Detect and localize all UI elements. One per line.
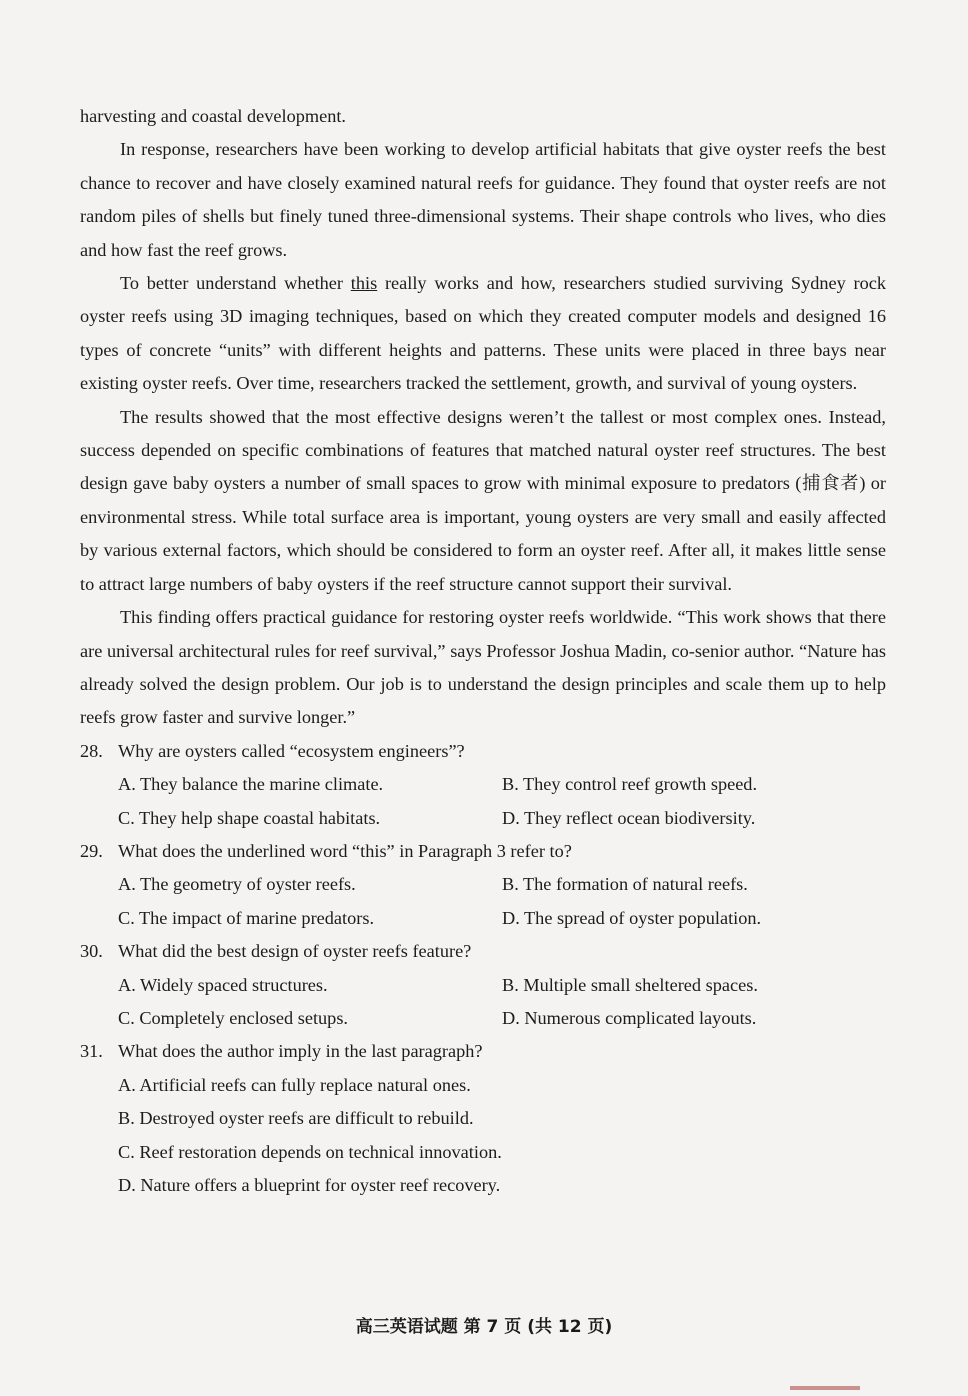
options-row <box>118 969 886 1002</box>
question-number: 30. <box>80 941 103 962</box>
question-number: 28. <box>80 740 103 761</box>
options-row <box>118 868 886 901</box>
option-d[interactable]: D. Numerous complicated layouts. <box>502 1007 757 1028</box>
question-31 <box>80 1035 886 1068</box>
question-text: What does the underlined word “this” in Paragraph 3 refer to? <box>118 840 572 861</box>
option-d[interactable]: D. They reflect ocean biodiversity. <box>502 807 756 828</box>
question-number: 29. <box>80 840 103 861</box>
option-a[interactable]: A. Widely spaced structures. <box>118 974 328 995</box>
paragraph-continuation: harvesting and coastal development. <box>80 106 347 126</box>
question-29 <box>80 835 886 868</box>
option-b[interactable]: B. Destroyed oyster reefs are difficult to rebuild. <box>118 1108 474 1129</box>
option-d[interactable]: D. Nature offers a blueprint for oyster reef recovery. <box>118 1175 501 1195</box>
question-28 <box>80 735 886 768</box>
option-c[interactable]: C. Completely enclosed setups. <box>118 1007 349 1028</box>
question-number: 31. <box>80 1041 103 1062</box>
option-c[interactable]: C. They help shape coastal habitats. <box>118 807 381 828</box>
options-row <box>118 1002 886 1035</box>
exam-page <box>80 100 886 1202</box>
option-d[interactable]: D. The spread of oyster population. <box>502 907 762 928</box>
paragraph-4: This finding offers practical guidance for restoring oyster reefs worldwide. “This work shows that there are universal architectural rules for reef survival,” says Professor Joshua Madin, co-senior author. “Nature has already solved the design problem. Our job is to understand the design principles and scale them up to help reefs grow faster and survive longer.” <box>80 607 886 728</box>
option-b[interactable]: B. They control reef growth speed. <box>502 774 758 795</box>
paragraph-1: In response, researchers have been working to develop artificial habitats that give oyster reefs the best chance to recover and have closely examined natural reefs for guidance. They found that oyster reefs are not random piles of shells but finely tuned three-dimensional systems. Their shape controls who lives, who dies and how fast the reef grows. <box>80 139 886 260</box>
option-b[interactable]: B. Multiple small sheltered spaces. <box>502 974 758 995</box>
question-text: What does the author imply in the last paragraph? <box>118 1041 483 1062</box>
option-c[interactable]: C. The impact of marine predators. <box>118 907 375 928</box>
paragraph-2 <box>80 267 886 401</box>
underlined-word-this: this <box>350 273 378 294</box>
paragraph-2-start: To better understand whether <box>120 273 351 294</box>
edge-mark <box>790 1386 860 1390</box>
options-row <box>118 768 886 801</box>
question-text: What did the best design of oyster reefs feature? <box>118 941 472 962</box>
paragraph-3: The results showed that the most effective designs weren’t the tallest or most complex ones. Instead, success depended on specific combinations of features that matched natural oyster reef structures. The best design gave baby oysters a number of small spaces to grow with minimal exposure to predators (捕食者) or environmental stress. While total surface area is important, young oysters are very small and easily affected by various external factors, which should be considered to form an oyster reef. After all, it makes little sense to attract large numbers of baby oysters if the reef structure cannot support their survival. <box>80 406 886 594</box>
paragraph-2-rest: really works and how, researchers studied surviving Sydney rock oyster reefs using 3D imaging techniques, based on which they created computer models and designed 16 types of concrete “units” with different heights and patterns. These units were placed in three bays near existing oyster reefs. Over time, researchers tracked the settlement, growth, and survival of young oysters. <box>80 273 886 394</box>
options-row <box>118 802 886 835</box>
question-text: Why are oysters called “ecosystem engineers”? <box>118 740 465 761</box>
option-a[interactable]: A. The geometry of oyster reefs. <box>118 874 356 895</box>
option-a[interactable]: A. Artificial reefs can fully replace natural ones. <box>118 1074 471 1095</box>
option-b[interactable]: B. The formation of natural reefs. <box>502 874 748 895</box>
question-30 <box>80 935 886 968</box>
page-footer: 高三英语试题 第 7 页 (共 12 页) <box>355 1317 613 1337</box>
options-row <box>118 902 886 935</box>
option-a[interactable]: A. They balance the marine climate. <box>118 774 384 795</box>
option-c[interactable]: C. Reef restoration depends on technical innovation. <box>118 1141 502 1162</box>
